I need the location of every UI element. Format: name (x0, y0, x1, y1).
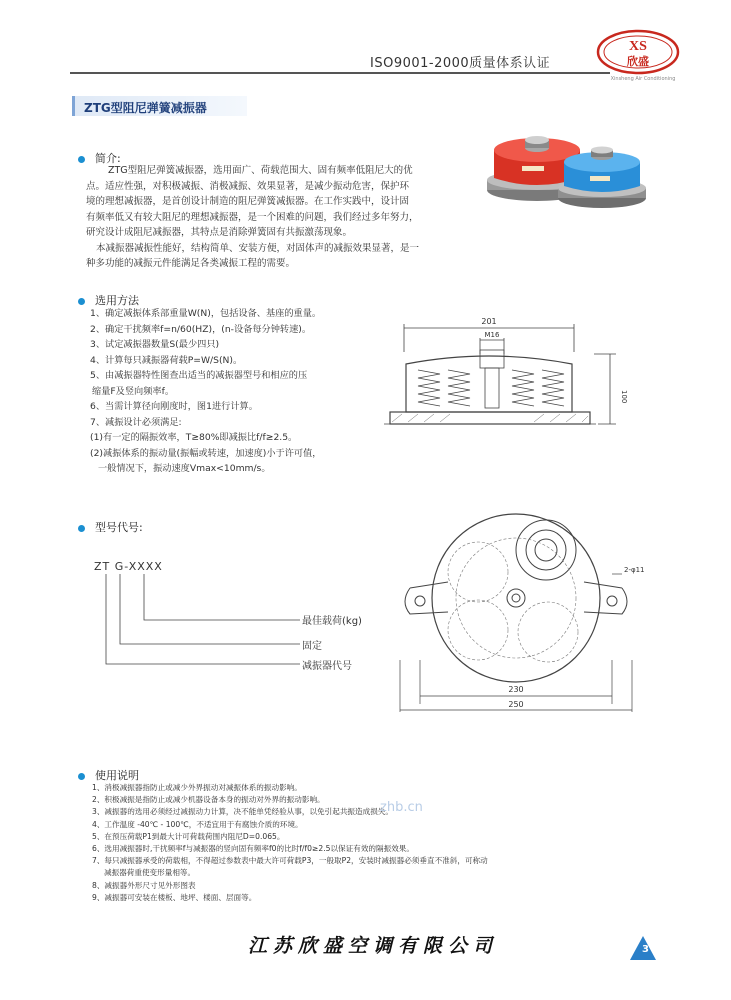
usage-list (92, 782, 488, 904)
intro-heading: 简介: (78, 150, 121, 166)
intro-text (86, 163, 478, 272)
selection-heading: 选用方法 (78, 292, 139, 308)
usage-item: 7、每只减振器承受的荷载相，不得超过参数表中最大许可荷载P3，一般取P2，安装时减振器必须垂直不准斜，可称动 (92, 856, 488, 866)
intro-line: 种多功能的减振元件能满足各类减振工程的需要。 (86, 258, 296, 269)
intro-line: 有频率低又有较大阻尼的理想减振器，是一个困难的问题，我们经过多年努力， (86, 211, 419, 223)
hole-label: 2-φ11 (624, 566, 645, 574)
company-logo (596, 28, 680, 76)
model-label-code: 减振器代号 (302, 661, 352, 672)
header-title: ISO9001-2000质量体系认证 (370, 56, 551, 71)
usage-item: 减振器荷重使变形量相等。 (104, 868, 196, 878)
selection-list (90, 306, 322, 477)
selection-item: 5、由减振器特性图查出适当的减振器型号和相应的压 (90, 370, 308, 381)
usage-item: 6、选用减振器时,干扰频率f与减振器的竖向固有频率f0的比时f/f0≥2.5以保证有效的隔振效果。 (92, 844, 414, 854)
page-number: 3 (642, 944, 649, 955)
height-label: 100 (620, 390, 628, 404)
model-heading: 型号代号: (78, 519, 143, 535)
side-width-label: 201 (481, 317, 497, 326)
usage-item: 8、减振器外形尺寸见外形图表 (92, 880, 196, 890)
intro-line: 研究设计成阻尼减振器，其特点是消除弹簧固有共振激荡现象。 (86, 227, 353, 238)
total-width-label: 250 (508, 700, 524, 709)
bullet-icon (78, 298, 85, 305)
bolt-label: M16 (484, 331, 500, 339)
usage-heading: 使用说明 (78, 767, 139, 783)
logo-tagline: Xinsheng Air Conditioning (610, 76, 676, 82)
selection-item: 缩量F及竖向频率f。 (92, 385, 175, 397)
hole-span-label: 230 (508, 685, 524, 694)
usage-item: 2、积极减振是指防止或减少机器设备本身的振动对外界的振动影响。 (92, 795, 325, 805)
bullet-icon (78, 156, 85, 163)
model-label-load: 最佳载荷(kg) (302, 616, 362, 627)
usage-item: 9、减振器可安装在楼板、地坪、楼面、层面等。 (92, 892, 257, 902)
selection-item: (2)减振体系的振动量(振幅或转速，加速度)小于许可值， (90, 447, 322, 459)
selection-item: 7、减振设计必须满足: (90, 416, 182, 428)
side-section-drawing (384, 312, 634, 442)
product-title: ZTG型阻尼弹簧减振器 (84, 101, 207, 115)
usage-item: 3、减振器的选用必须经过减振动力计算，决不能单凭经验从事，以免引起共振造成损失。 (92, 807, 393, 817)
selection-item: (1)有一定的隔振效率，T≥80%即减振比f/f≥2.5。 (90, 432, 298, 443)
usage-item: 1、消极减振器指防止或减少外界振动对减振体系的振动影响。 (92, 783, 302, 792)
model-code: ZT G-XXXX (94, 560, 163, 573)
bullet-icon (78, 525, 85, 532)
selection-item: 一般情况下，振动速度Vmax<10mm/s。 (98, 463, 271, 474)
selection-item: 1、确定减振体系部重量W(N)，包括设备、基座的重量。 (90, 308, 322, 319)
selection-item: 3、试定减振器数量S(最少四只) (90, 339, 220, 350)
usage-item: 5、在预压荷载P1到最大计可荷载荷围内阻尼D=0.065。 (92, 831, 285, 841)
selection-item: 2、确定干扰频率f=n/60(HZ)，(n-设备每分钟转速)。 (90, 323, 312, 335)
bullet-icon (78, 773, 85, 780)
header-rule (70, 72, 610, 74)
model-label-fixed: 固定 (302, 641, 322, 652)
model-code-diagram (90, 572, 300, 672)
watermark: zhb.cn (380, 800, 423, 815)
selection-item: 4、计算每只减振器荷载P=W/S(N)。 (90, 354, 243, 366)
top-view-drawing (396, 510, 646, 720)
usage-item: 4、工作温度 -40℃ - 100℃，不适宜用于有腐蚀介质的环境。 (92, 819, 303, 829)
logo-letters: XS (629, 39, 647, 54)
selection-item: 6、当需计算径向刚度时，图1进行计算。 (90, 401, 258, 412)
intro-line: 本减振器减振性能好，结构简单、安装方便，对固体声的减振效果显著，是一 (96, 242, 420, 254)
intro-line: 点。适应性强，对积极减振、消极减振、效果显著，是减少振动危害，保护环 (86, 180, 410, 192)
logo-name: 欣盛 (627, 55, 649, 68)
company-name: 江苏欣盛空调有限公司 (248, 935, 499, 957)
intro-line: ZTG型阻尼弹簧减振器，选用面广、荷载范围大、固有频率低阻尼大的优 (108, 165, 413, 176)
intro-line: 境的理想减振器，是首创设计制造的阻尼弹簧减振器。在工作实践中，设计固 (86, 196, 410, 207)
product-photo (482, 128, 652, 214)
